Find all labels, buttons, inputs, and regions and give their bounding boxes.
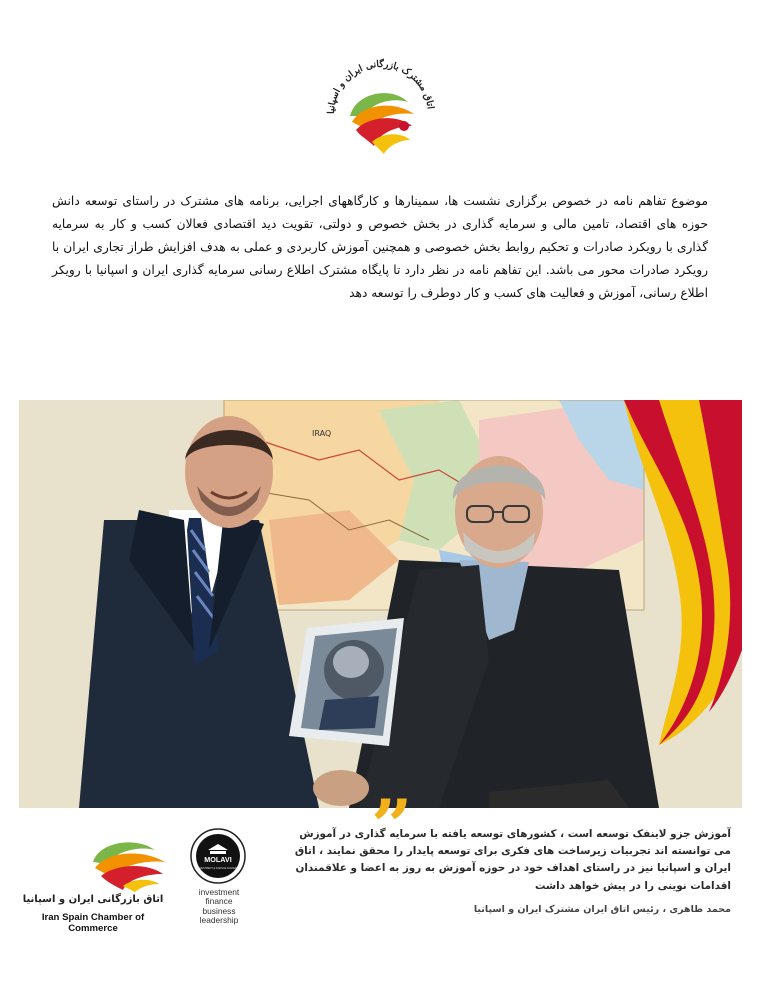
- intro-paragraph: موضوع تفاهم نامه در خصوص برگزاری نشست ها، سمینارها و کارگاههای اجرایی، برنامه های مشترک در راستای توسعه دانش حوزه های اقتصاد، تامین مالی و سرمایه گذاری در بخش خصوص و دولتی، تقویت دید اقتصادی فعالان کسب و کار به سرمایه گذاری با رویکرد صادرات و تحکیم روابط بخش خصوصی و همچنین آموزش کاربردی و عملی به هدف افزایش طراز تجاری ایران با رویکرد صادرات محور می باشد. این تفاهم نامه در نظر دارد تا پایگاه مشترک اطلاع رسانی سرمایه گذاری ایران و اسپانیا با رویکر اطلاع رسانی، آموزش و فعالیت های کسب و کار دوطرف را توسعه دهد: [52, 194, 708, 300]
- iscc-english-name: Iran Spain Chamber of Commerce: [41, 912, 145, 934]
- molavi-academy-logo: [190, 828, 246, 884]
- book-gift: [289, 618, 404, 746]
- iran-spain-chamber-logo: [312, 42, 450, 180]
- molavi-tag-investment: investment: [198, 887, 240, 897]
- molavi-tag-finance: finance: [205, 896, 233, 907]
- iscc-persian-name: اتاق بازرگانی ایران و اسپانیا: [22, 894, 164, 905]
- meeting-photo: [19, 400, 742, 808]
- molavi-tagline: [182, 888, 256, 926]
- molavi-name: MOLAVI: [204, 855, 232, 864]
- quote-mark-icon: ”: [371, 783, 413, 868]
- map-label-iraq: IRAQ: [312, 429, 332, 438]
- molavi-sub: INVESTMENT & FINANCE ACADEMY: [197, 867, 239, 870]
- molavi-tag-leadership: leadership: [199, 915, 239, 926]
- handshake: [313, 770, 369, 806]
- logo-arc-text: اتاق مشترک بازرگانی ایران و اسپانیا: [325, 58, 436, 115]
- quote-author: محمد طاهری ، رئیس اتاق ایران مشترک ایران و اسپانیا: [473, 904, 731, 915]
- molavi-tag-business: business: [202, 905, 236, 916]
- quote-text: آموزش جزو لاینفک توسعه است ، کشورهای توسعه یافته با سرمایه گذاری در آموزش می توانسته اند تجربیات زیرساخت های فکری برای توسعه پایدار را محقق نمایند ، اتاق ایران و اسپانیا نیز در راستای اهداف خود در حوزه آموزش به روز به اعضا و علاقمندان اقدامات نوینی را در پیش خواهد داشت: [294, 828, 731, 892]
- quote-section: [19, 783, 742, 938]
- iscc-small-logo: [85, 828, 175, 892]
